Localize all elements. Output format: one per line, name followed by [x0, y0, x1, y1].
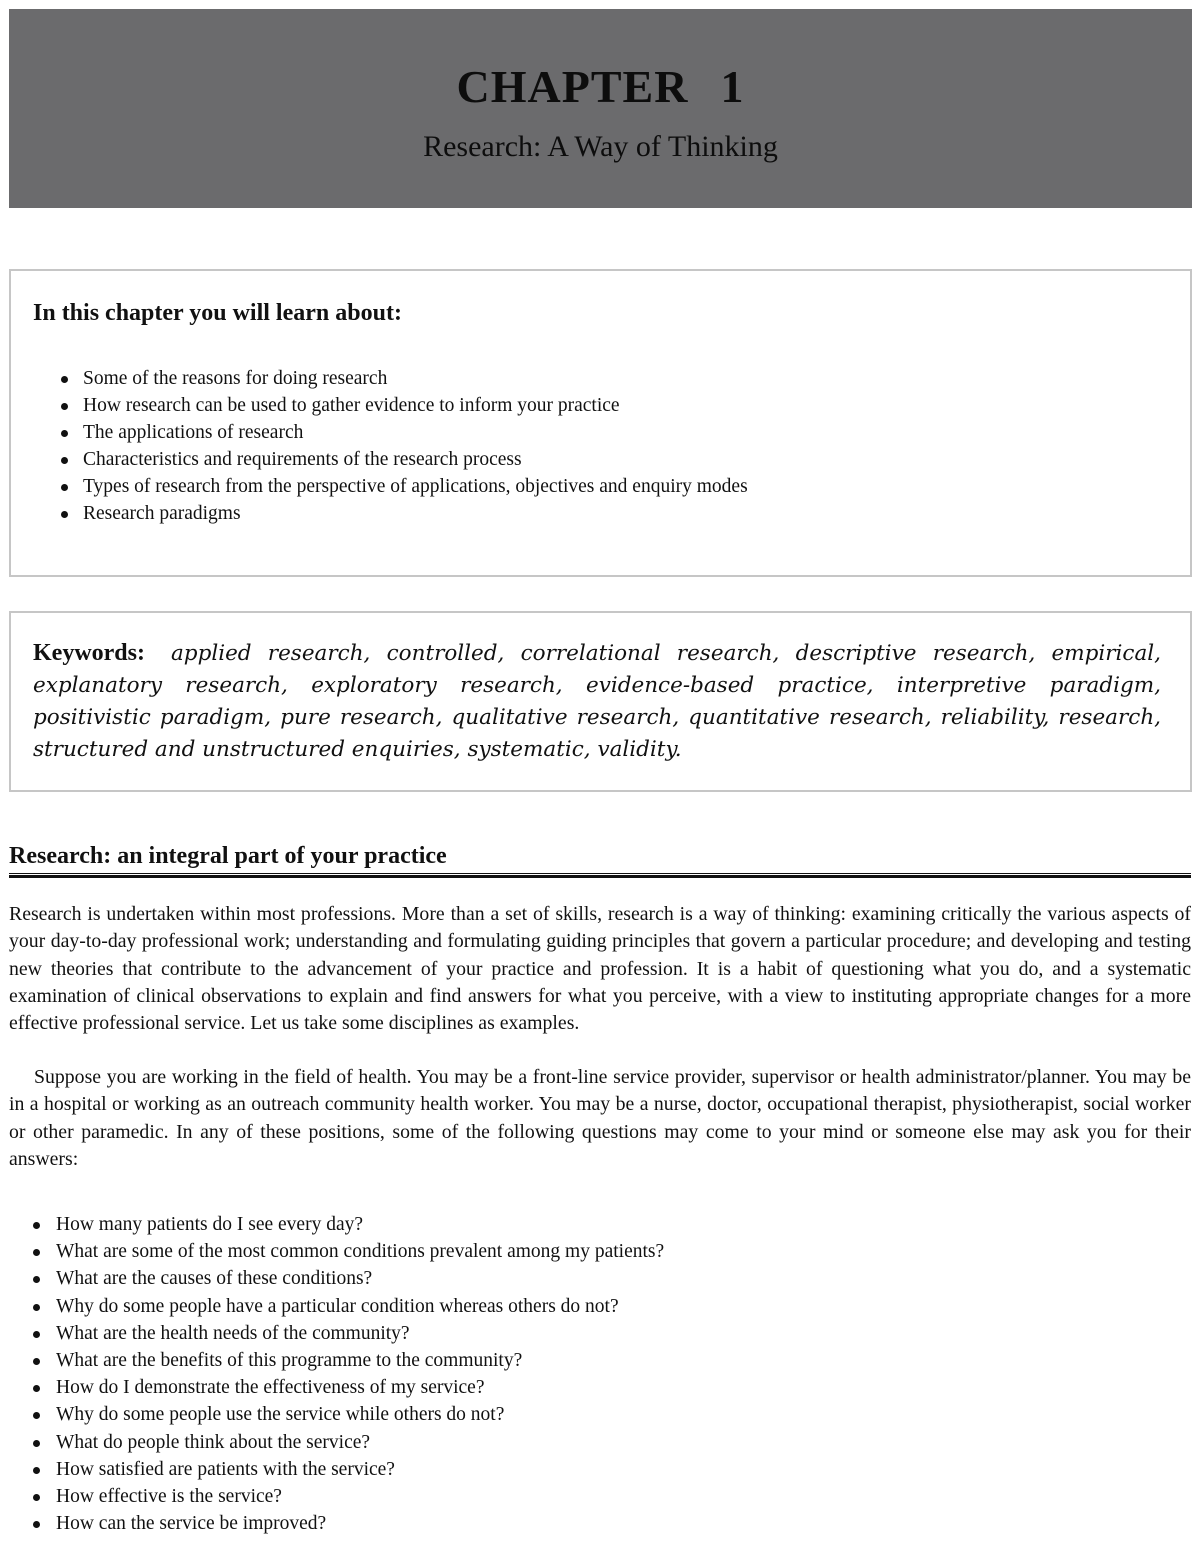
section-heading: Research: an integral part of your practice	[9, 843, 447, 869]
learning-objectives-box	[9, 269, 1192, 577]
keywords-label: Keywords:	[33, 640, 145, 666]
chapter-title	[9, 61, 1192, 112]
list-item: How can the service be improved?	[0, 1510, 664, 1537]
keywords-box	[9, 611, 1192, 792]
list-item: What are the benefits of this programme to the community?	[0, 1347, 664, 1374]
chapter-number: 1	[720, 61, 745, 112]
list-item: How do I demonstrate the effectiveness of my service?	[0, 1374, 664, 1401]
body-paragraph: Research is undertaken within most professions. More than a set of skills, research is a way of thinking: examining critically the various aspects of your day-to-day professional work; understanding and formulating guiding principles that govern a particular procedure; and developing and testing new theories that contribute to the advancement of your practice and profession. It is a habit of questioning what you do, and a systematic examination of clinical observations to explain and find answers for what you perceive, with a view to instituting appropriate changes for a more effective professional service. Let us take some disciplines as examples.	[9, 903, 1191, 1035]
list-item: How research can be used to gather evidence to inform your practice	[11, 392, 748, 419]
list-item: Characteristics and requirements of the research process	[11, 446, 748, 473]
keywords-text	[33, 637, 1161, 766]
list-item: What do people think about the service?	[0, 1429, 664, 1456]
list-item: How many patients do I see every day?	[0, 1211, 664, 1238]
body-paragraph: Suppose you are working in the field of health. You may be a front-line service provider, supervisor or health administrator/planner. You may be in a hospital or working as an outreach community health worker. You may be a nurse, doctor, occupational therapist, physiotherapist, social worker or other paramedic. In any of these positions, some of the following questions may come to your mind or someone else may ask you for their answers:	[9, 1066, 1191, 1170]
chapter-header	[9, 9, 1192, 208]
list-item: How satisfied are patients with the service?	[0, 1456, 664, 1483]
list-item: What are some of the most common conditions prevalent among my patients?	[0, 1238, 664, 1265]
list-item: Some of the reasons for doing research	[11, 365, 748, 392]
learning-objectives-list	[11, 365, 748, 527]
keywords-terms: applied research, controlled, correlational research, descriptive research, empirical, explanatory research, exploratory research, evidence-based practice, interpretive paradigm, positivistic paradigm, pure research, qualitative research, quantitative research, reliability, research, structured and unstructured enquiries, systematic, validity.	[33, 641, 1161, 762]
list-item: What are the causes of these conditions?	[0, 1265, 664, 1292]
list-item: What are the health needs of the community?	[0, 1320, 664, 1347]
list-item: Research paradigms	[11, 500, 748, 527]
learning-objectives-heading: In this chapter you will learn about:	[33, 300, 402, 326]
section-divider-thick	[9, 875, 1191, 878]
list-item: Why do some people have a particular condition whereas others do not?	[0, 1293, 664, 1320]
questions-list	[0, 1211, 664, 1537]
list-item: The applications of research	[11, 419, 748, 446]
chapter-word: CHAPTER	[456, 61, 689, 112]
list-item: Why do some people use the service while others do not?	[0, 1401, 664, 1428]
list-item: Types of research from the perspective of applications, objectives and enquiry modes	[11, 473, 748, 500]
chapter-subtitle: Research: A Way of Thinking	[423, 130, 778, 163]
list-item: How effective is the service?	[0, 1483, 664, 1510]
section-divider-thin	[9, 873, 1191, 874]
